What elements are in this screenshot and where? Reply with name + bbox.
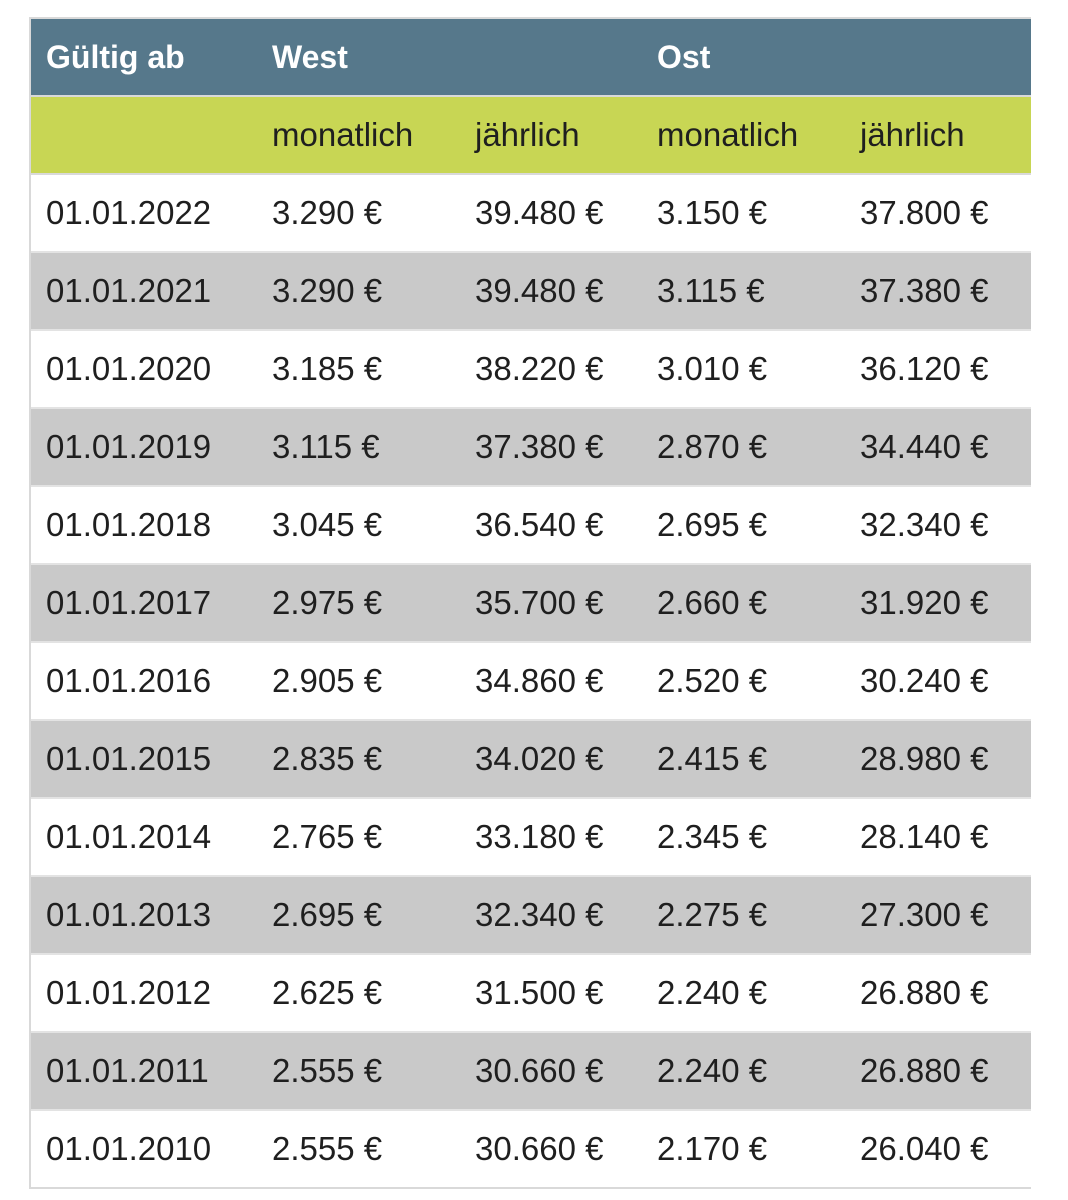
cell-date: 01.01.2016 — [31, 643, 257, 721]
header-east: Ost — [642, 19, 845, 97]
table-row — [31, 487, 1031, 565]
cell-east-monthly: 2.415 € — [642, 721, 845, 799]
cell-east-monthly: 3.150 € — [642, 175, 845, 253]
cell-east-yearly: 31.920 € — [845, 565, 1031, 643]
header-west-spacer — [460, 19, 642, 97]
subheader-east-monthly: monatlich — [642, 97, 845, 175]
cell-east-yearly: 28.980 € — [845, 721, 1031, 799]
cell-east-monthly: 2.240 € — [642, 1033, 845, 1111]
cell-east-monthly: 2.520 € — [642, 643, 845, 721]
cell-east-monthly: 2.275 € — [642, 877, 845, 955]
data-table — [31, 19, 1031, 1187]
cell-west-monthly: 2.835 € — [257, 721, 460, 799]
subheader-empty — [31, 97, 257, 175]
table-row — [31, 799, 1031, 877]
cell-west-yearly: 32.340 € — [460, 877, 642, 955]
cell-east-monthly: 2.240 € — [642, 955, 845, 1033]
cell-east-monthly: 2.345 € — [642, 799, 845, 877]
cell-west-yearly: 35.700 € — [460, 565, 642, 643]
cell-east-monthly: 2.660 € — [642, 565, 845, 643]
header-east-spacer — [845, 19, 1031, 97]
header-row — [31, 19, 1031, 97]
cell-west-monthly: 2.555 € — [257, 1033, 460, 1111]
cell-west-monthly: 2.765 € — [257, 799, 460, 877]
header-west: West — [257, 19, 460, 97]
cell-west-monthly: 3.185 € — [257, 331, 460, 409]
cell-date: 01.01.2017 — [31, 565, 257, 643]
subheader-row — [31, 97, 1031, 175]
subheader-east-yearly: jährlich — [845, 97, 1031, 175]
cell-west-monthly: 2.905 € — [257, 643, 460, 721]
cell-east-monthly: 2.870 € — [642, 409, 845, 487]
table-row — [31, 331, 1031, 409]
cell-west-yearly: 38.220 € — [460, 331, 642, 409]
cell-east-yearly: 27.300 € — [845, 877, 1031, 955]
cell-date: 01.01.2021 — [31, 253, 257, 331]
table-row — [31, 565, 1031, 643]
cell-east-monthly: 2.170 € — [642, 1111, 845, 1187]
cell-west-yearly: 39.480 € — [460, 253, 642, 331]
cell-date: 01.01.2010 — [31, 1111, 257, 1187]
cell-east-yearly: 30.240 € — [845, 643, 1031, 721]
cell-west-monthly: 3.045 € — [257, 487, 460, 565]
cell-west-yearly: 31.500 € — [460, 955, 642, 1033]
table-row — [31, 955, 1031, 1033]
cell-date: 01.01.2018 — [31, 487, 257, 565]
cell-date: 01.01.2012 — [31, 955, 257, 1033]
cell-west-monthly: 2.625 € — [257, 955, 460, 1033]
cell-east-yearly: 26.880 € — [845, 1033, 1031, 1111]
cell-east-yearly: 28.140 € — [845, 799, 1031, 877]
cell-date: 01.01.2022 — [31, 175, 257, 253]
cell-west-yearly: 34.860 € — [460, 643, 642, 721]
cell-west-yearly: 37.380 € — [460, 409, 642, 487]
cell-east-yearly: 36.120 € — [845, 331, 1031, 409]
cell-west-yearly: 36.540 € — [460, 487, 642, 565]
header-valid-from: Gültig ab — [31, 19, 257, 97]
cell-date: 01.01.2011 — [31, 1033, 257, 1111]
cell-west-yearly: 30.660 € — [460, 1033, 642, 1111]
cell-west-monthly: 3.290 € — [257, 253, 460, 331]
contribution-table — [29, 17, 1031, 1189]
cell-east-yearly: 26.880 € — [845, 955, 1031, 1033]
table-row — [31, 721, 1031, 799]
cell-east-monthly: 3.010 € — [642, 331, 845, 409]
subheader-west-yearly: jährlich — [460, 97, 642, 175]
cell-west-monthly: 2.695 € — [257, 877, 460, 955]
cell-east-yearly: 26.040 € — [845, 1111, 1031, 1187]
cell-date: 01.01.2013 — [31, 877, 257, 955]
cell-west-monthly: 2.975 € — [257, 565, 460, 643]
cell-east-monthly: 3.115 € — [642, 253, 845, 331]
table-body — [31, 175, 1031, 1187]
table-row — [31, 877, 1031, 955]
table-row — [31, 253, 1031, 331]
cell-west-monthly: 2.555 € — [257, 1111, 460, 1187]
cell-west-yearly: 39.480 € — [460, 175, 642, 253]
cell-west-yearly: 30.660 € — [460, 1111, 642, 1187]
cell-east-yearly: 37.380 € — [845, 253, 1031, 331]
cell-east-yearly: 32.340 € — [845, 487, 1031, 565]
table-row — [31, 1033, 1031, 1111]
cell-east-yearly: 34.440 € — [845, 409, 1031, 487]
cell-west-yearly: 33.180 € — [460, 799, 642, 877]
cell-date: 01.01.2015 — [31, 721, 257, 799]
cell-date: 01.01.2020 — [31, 331, 257, 409]
table-row — [31, 643, 1031, 721]
table-row — [31, 409, 1031, 487]
cell-west-monthly: 3.290 € — [257, 175, 460, 253]
cell-west-monthly: 3.115 € — [257, 409, 460, 487]
cell-east-yearly: 37.800 € — [845, 175, 1031, 253]
cell-east-monthly: 2.695 € — [642, 487, 845, 565]
cell-date: 01.01.2019 — [31, 409, 257, 487]
table-row — [31, 175, 1031, 253]
cell-date: 01.01.2014 — [31, 799, 257, 877]
cell-west-yearly: 34.020 € — [460, 721, 642, 799]
subheader-west-monthly: monatlich — [257, 97, 460, 175]
table-row — [31, 1111, 1031, 1187]
